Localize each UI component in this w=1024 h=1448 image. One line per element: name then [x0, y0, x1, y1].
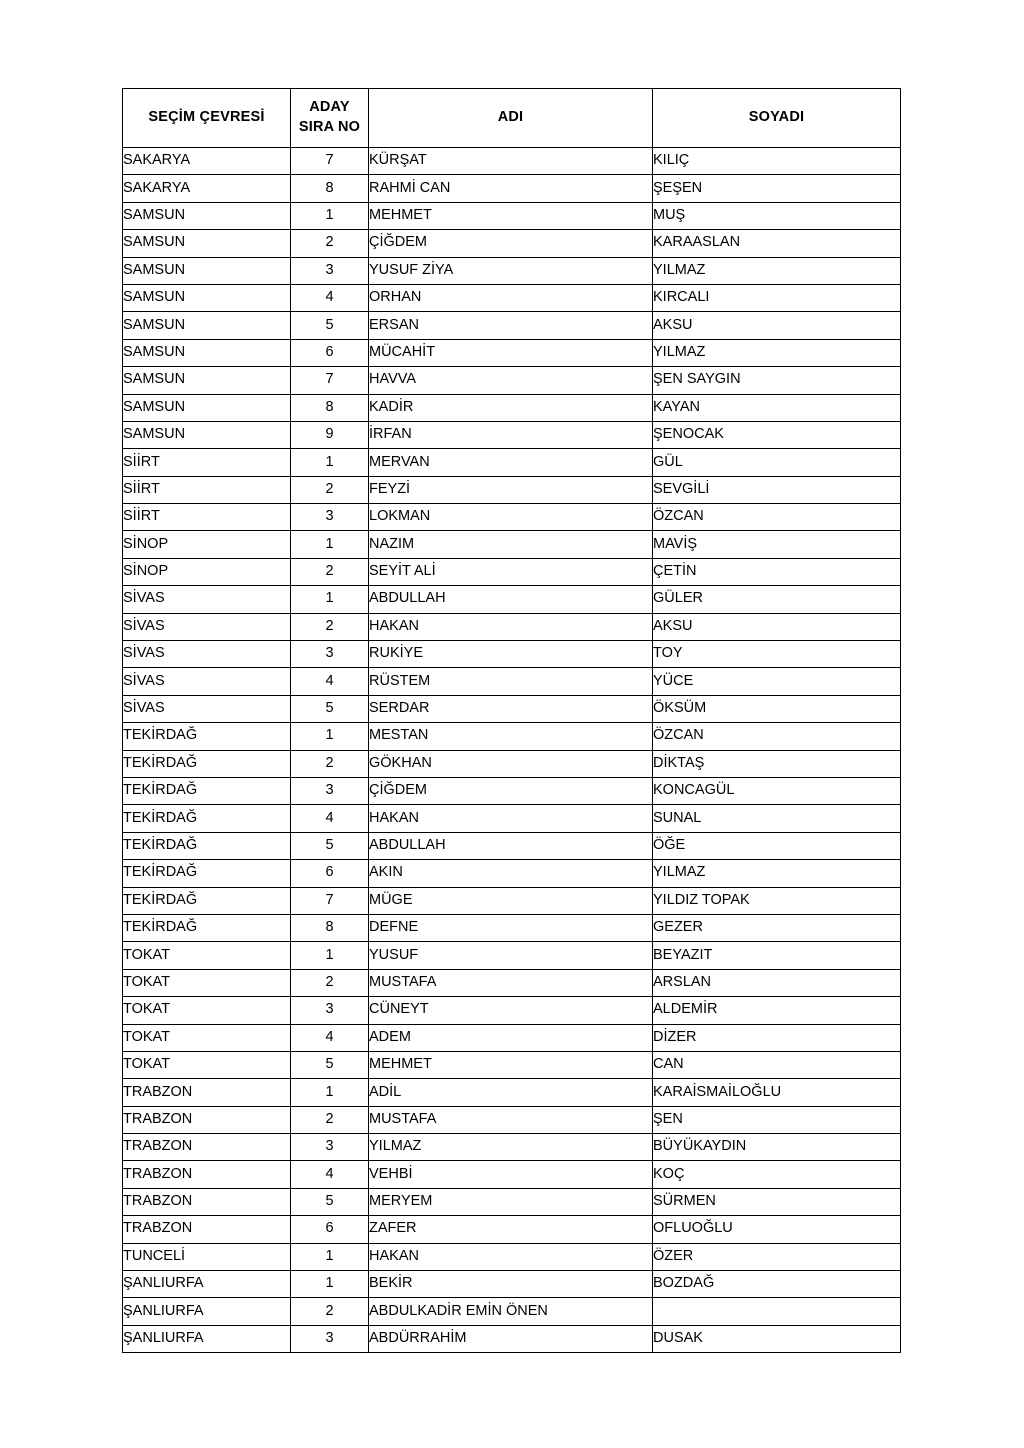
cell-surname: OFLUOĞLU — [653, 1216, 901, 1243]
cell-surname: DİZER — [653, 1024, 901, 1051]
cell-district: SİİRT — [123, 504, 291, 531]
table-body — [123, 148, 901, 1353]
cell-surname: ARSLAN — [653, 969, 901, 996]
cell-district: TRABZON — [123, 1106, 291, 1133]
cell-district: SİİRT — [123, 476, 291, 503]
cell-surname: GÜLER — [653, 586, 901, 613]
cell-order-no: 1 — [291, 202, 369, 229]
cell-district: TEKİRDAĞ — [123, 914, 291, 941]
cell-surname: KARAİSMAİLOĞLU — [653, 1079, 901, 1106]
cell-order-no: 4 — [291, 805, 369, 832]
cell-surname: GÜL — [653, 449, 901, 476]
cell-order-no: 6 — [291, 860, 369, 887]
cell-name: NAZIM — [369, 531, 653, 558]
cell-order-no: 7 — [291, 367, 369, 394]
table-row — [123, 367, 901, 394]
cell-name: MUSTAFA — [369, 1106, 653, 1133]
cell-order-no: 5 — [291, 1188, 369, 1215]
cell-order-no: 7 — [291, 148, 369, 175]
cell-name: SEYİT ALİ — [369, 558, 653, 585]
cell-district: SAMSUN — [123, 339, 291, 366]
table-row — [123, 531, 901, 558]
cell-surname: ÖZCAN — [653, 723, 901, 750]
cell-district: SİİRT — [123, 449, 291, 476]
cell-district: SAMSUN — [123, 202, 291, 229]
column-header-district: SEÇİM ÇEVRESİ — [123, 89, 291, 148]
cell-order-no: 4 — [291, 1024, 369, 1051]
cell-surname: YILDIZ TOPAK — [653, 887, 901, 914]
table-row — [123, 394, 901, 421]
cell-surname: YILMAZ — [653, 860, 901, 887]
cell-surname: ŞEN — [653, 1106, 901, 1133]
cell-district: TEKİRDAĞ — [123, 832, 291, 859]
table-row — [123, 476, 901, 503]
cell-district: TRABZON — [123, 1134, 291, 1161]
cell-name: YUSUF — [369, 942, 653, 969]
cell-order-no: 3 — [291, 1325, 369, 1352]
cell-name: ABDULKADİR EMİN ÖNEN — [369, 1298, 653, 1325]
cell-surname: ÖKSÜM — [653, 695, 901, 722]
column-header-order-no-line1: ADAY — [309, 99, 350, 116]
cell-surname: ALDEMİR — [653, 997, 901, 1024]
cell-district: SİVAS — [123, 586, 291, 613]
cell-order-no: 4 — [291, 1161, 369, 1188]
cell-order-no: 3 — [291, 1134, 369, 1161]
cell-surname: YILMAZ — [653, 339, 901, 366]
cell-district: TOKAT — [123, 1024, 291, 1051]
cell-surname: BOZDAĞ — [653, 1271, 901, 1298]
cell-name: KÜRŞAT — [369, 148, 653, 175]
cell-name: ADİL — [369, 1079, 653, 1106]
cell-order-no: 9 — [291, 421, 369, 448]
cell-name: MÜGE — [369, 887, 653, 914]
cell-name: LOKMAN — [369, 504, 653, 531]
cell-surname: KAYAN — [653, 394, 901, 421]
cell-name: ABDÜRRAHİM — [369, 1325, 653, 1352]
table-row — [123, 504, 901, 531]
table-row — [123, 257, 901, 284]
cell-order-no: 2 — [291, 558, 369, 585]
cell-surname: ŞEN SAYGIN — [653, 367, 901, 394]
cell-name: MEHMET — [369, 202, 653, 229]
cell-district: TOKAT — [123, 997, 291, 1024]
cell-name: MÜCAHİT — [369, 339, 653, 366]
column-header-name: ADI — [369, 89, 653, 148]
cell-surname: YÜCE — [653, 668, 901, 695]
cell-name: ABDULLAH — [369, 586, 653, 613]
table-row — [123, 860, 901, 887]
cell-name: MERVAN — [369, 449, 653, 476]
cell-name: DEFNE — [369, 914, 653, 941]
cell-order-no: 1 — [291, 723, 369, 750]
cell-order-no: 3 — [291, 641, 369, 668]
table-row — [123, 1298, 901, 1325]
cell-name: HAVVA — [369, 367, 653, 394]
cell-order-no: 8 — [291, 175, 369, 202]
cell-district: SİNOP — [123, 558, 291, 585]
cell-name: ABDULLAH — [369, 832, 653, 859]
cell-order-no: 3 — [291, 777, 369, 804]
table-row — [123, 284, 901, 311]
cell-name: HAKAN — [369, 613, 653, 640]
cell-surname: BEYAZIT — [653, 942, 901, 969]
table-row — [123, 449, 901, 476]
cell-district: SİVAS — [123, 668, 291, 695]
table-row — [123, 997, 901, 1024]
cell-surname: ÇETİN — [653, 558, 901, 585]
cell-name: ÇİĞDEM — [369, 230, 653, 257]
table-row — [123, 1271, 901, 1298]
cell-district: SAMSUN — [123, 394, 291, 421]
cell-surname: KIRCALI — [653, 284, 901, 311]
cell-name: RUKİYE — [369, 641, 653, 668]
cell-surname: ŞEŞEN — [653, 175, 901, 202]
cell-order-no: 1 — [291, 942, 369, 969]
cell-name: MESTAN — [369, 723, 653, 750]
cell-district: SAKARYA — [123, 175, 291, 202]
table-row — [123, 832, 901, 859]
cell-name: HAKAN — [369, 805, 653, 832]
table-row — [123, 1216, 901, 1243]
cell-order-no: 2 — [291, 613, 369, 640]
table-row — [123, 668, 901, 695]
candidate-list-table — [122, 88, 901, 1353]
table-header — [123, 89, 901, 148]
cell-surname: SUNAL — [653, 805, 901, 832]
table-row — [123, 750, 901, 777]
cell-name: FEYZİ — [369, 476, 653, 503]
cell-surname: MUŞ — [653, 202, 901, 229]
cell-surname: KARAASLAN — [653, 230, 901, 257]
cell-name: BEKİR — [369, 1271, 653, 1298]
table-row — [123, 586, 901, 613]
table-row — [123, 312, 901, 339]
cell-name: MERYEM — [369, 1188, 653, 1215]
cell-district: SİVAS — [123, 695, 291, 722]
table-row — [123, 230, 901, 257]
cell-name: AKIN — [369, 860, 653, 887]
table-header-row — [123, 89, 901, 148]
cell-district: ŞANLIURFA — [123, 1298, 291, 1325]
cell-order-no: 6 — [291, 1216, 369, 1243]
cell-district: TOKAT — [123, 942, 291, 969]
cell-district: TRABZON — [123, 1161, 291, 1188]
cell-district: SİVAS — [123, 613, 291, 640]
cell-order-no: 4 — [291, 668, 369, 695]
cell-surname: CAN — [653, 1051, 901, 1078]
table-row — [123, 942, 901, 969]
cell-name: KADİR — [369, 394, 653, 421]
cell-name: YILMAZ — [369, 1134, 653, 1161]
cell-name: HAKAN — [369, 1243, 653, 1270]
cell-surname: BÜYÜKAYDIN — [653, 1134, 901, 1161]
cell-order-no: 2 — [291, 476, 369, 503]
cell-order-no: 4 — [291, 284, 369, 311]
cell-surname: MAVİŞ — [653, 531, 901, 558]
cell-name: ZAFER — [369, 1216, 653, 1243]
cell-surname: AKSU — [653, 613, 901, 640]
cell-name: YUSUF ZİYA — [369, 257, 653, 284]
table-row — [123, 887, 901, 914]
cell-district: TRABZON — [123, 1188, 291, 1215]
table-row — [123, 641, 901, 668]
column-header-order-no — [291, 89, 369, 148]
cell-surname: KONCAGÜL — [653, 777, 901, 804]
cell-surname: DİKTAŞ — [653, 750, 901, 777]
cell-surname: AKSU — [653, 312, 901, 339]
cell-order-no: 1 — [291, 1079, 369, 1106]
cell-surname: SEVGİLİ — [653, 476, 901, 503]
column-header-surname: SOYADI — [653, 89, 901, 148]
cell-name: İRFAN — [369, 421, 653, 448]
cell-order-no: 2 — [291, 969, 369, 996]
table-row — [123, 1051, 901, 1078]
column-header-order-no-line2: SIRA NO — [298, 119, 361, 135]
cell-order-no: 7 — [291, 887, 369, 914]
cell-order-no: 1 — [291, 586, 369, 613]
table-row — [123, 339, 901, 366]
cell-district: SAMSUN — [123, 367, 291, 394]
cell-order-no: 1 — [291, 531, 369, 558]
cell-order-no: 2 — [291, 750, 369, 777]
cell-surname: YILMAZ — [653, 257, 901, 284]
cell-order-no: 3 — [291, 257, 369, 284]
cell-name: ERSAN — [369, 312, 653, 339]
cell-order-no: 2 — [291, 1106, 369, 1133]
cell-surname: SÜRMEN — [653, 1188, 901, 1215]
cell-name: SERDAR — [369, 695, 653, 722]
cell-district: TEKİRDAĞ — [123, 750, 291, 777]
table-row — [123, 175, 901, 202]
cell-name: RÜSTEM — [369, 668, 653, 695]
cell-district: SAMSUN — [123, 312, 291, 339]
cell-surname: KILIÇ — [653, 148, 901, 175]
cell-order-no: 5 — [291, 312, 369, 339]
table-row — [123, 1243, 901, 1270]
cell-district: SAMSUN — [123, 421, 291, 448]
table-row — [123, 914, 901, 941]
table-row — [123, 723, 901, 750]
cell-district: TEKİRDAĞ — [123, 777, 291, 804]
cell-order-no: 1 — [291, 449, 369, 476]
table-row — [123, 421, 901, 448]
cell-surname: ÖZCAN — [653, 504, 901, 531]
cell-name: RAHMİ CAN — [369, 175, 653, 202]
cell-order-no: 2 — [291, 230, 369, 257]
cell-district: SAMSUN — [123, 257, 291, 284]
table-row — [123, 805, 901, 832]
cell-order-no: 2 — [291, 1298, 369, 1325]
cell-name: VEHBİ — [369, 1161, 653, 1188]
table-row — [123, 777, 901, 804]
cell-surname: ŞENOCAK — [653, 421, 901, 448]
cell-surname: ÖZER — [653, 1243, 901, 1270]
cell-order-no: 1 — [291, 1271, 369, 1298]
cell-surname: GEZER — [653, 914, 901, 941]
table-row — [123, 969, 901, 996]
cell-name: GÖKHAN — [369, 750, 653, 777]
table-row — [123, 613, 901, 640]
cell-order-no: 5 — [291, 695, 369, 722]
cell-order-no: 8 — [291, 394, 369, 421]
table-row — [123, 1134, 901, 1161]
cell-name: ORHAN — [369, 284, 653, 311]
cell-district: SAMSUN — [123, 284, 291, 311]
cell-district: ŞANLIURFA — [123, 1271, 291, 1298]
table-row — [123, 202, 901, 229]
cell-order-no: 5 — [291, 832, 369, 859]
cell-district: TUNCELİ — [123, 1243, 291, 1270]
cell-name: MEHMET — [369, 1051, 653, 1078]
table-row — [123, 1106, 901, 1133]
cell-district: TEKİRDAĞ — [123, 723, 291, 750]
table-row — [123, 695, 901, 722]
cell-surname — [653, 1298, 901, 1325]
cell-name: ADEM — [369, 1024, 653, 1051]
table-row — [123, 558, 901, 585]
cell-order-no: 8 — [291, 914, 369, 941]
cell-surname: DUSAK — [653, 1325, 901, 1352]
cell-district: SAKARYA — [123, 148, 291, 175]
cell-district: TOKAT — [123, 1051, 291, 1078]
cell-district: SAMSUN — [123, 230, 291, 257]
cell-district: TRABZON — [123, 1079, 291, 1106]
cell-surname: ÖĞE — [653, 832, 901, 859]
cell-surname: KOÇ — [653, 1161, 901, 1188]
cell-district: ŞANLIURFA — [123, 1325, 291, 1352]
cell-name: ÇİĞDEM — [369, 777, 653, 804]
cell-order-no: 6 — [291, 339, 369, 366]
cell-district: TEKİRDAĞ — [123, 887, 291, 914]
cell-order-no: 3 — [291, 504, 369, 531]
cell-name: MUSTAFA — [369, 969, 653, 996]
cell-name: CÜNEYT — [369, 997, 653, 1024]
cell-order-no: 1 — [291, 1243, 369, 1270]
cell-district: SİVAS — [123, 641, 291, 668]
table-row — [123, 1188, 901, 1215]
cell-district: TRABZON — [123, 1216, 291, 1243]
table-row — [123, 1079, 901, 1106]
cell-district: TEKİRDAĞ — [123, 805, 291, 832]
table-row — [123, 148, 901, 175]
table-row — [123, 1325, 901, 1352]
cell-district: SİNOP — [123, 531, 291, 558]
cell-district: TEKİRDAĞ — [123, 860, 291, 887]
table-row — [123, 1161, 901, 1188]
cell-order-no: 3 — [291, 997, 369, 1024]
table-row — [123, 1024, 901, 1051]
cell-surname: TOY — [653, 641, 901, 668]
cell-district: TOKAT — [123, 969, 291, 996]
cell-order-no: 5 — [291, 1051, 369, 1078]
